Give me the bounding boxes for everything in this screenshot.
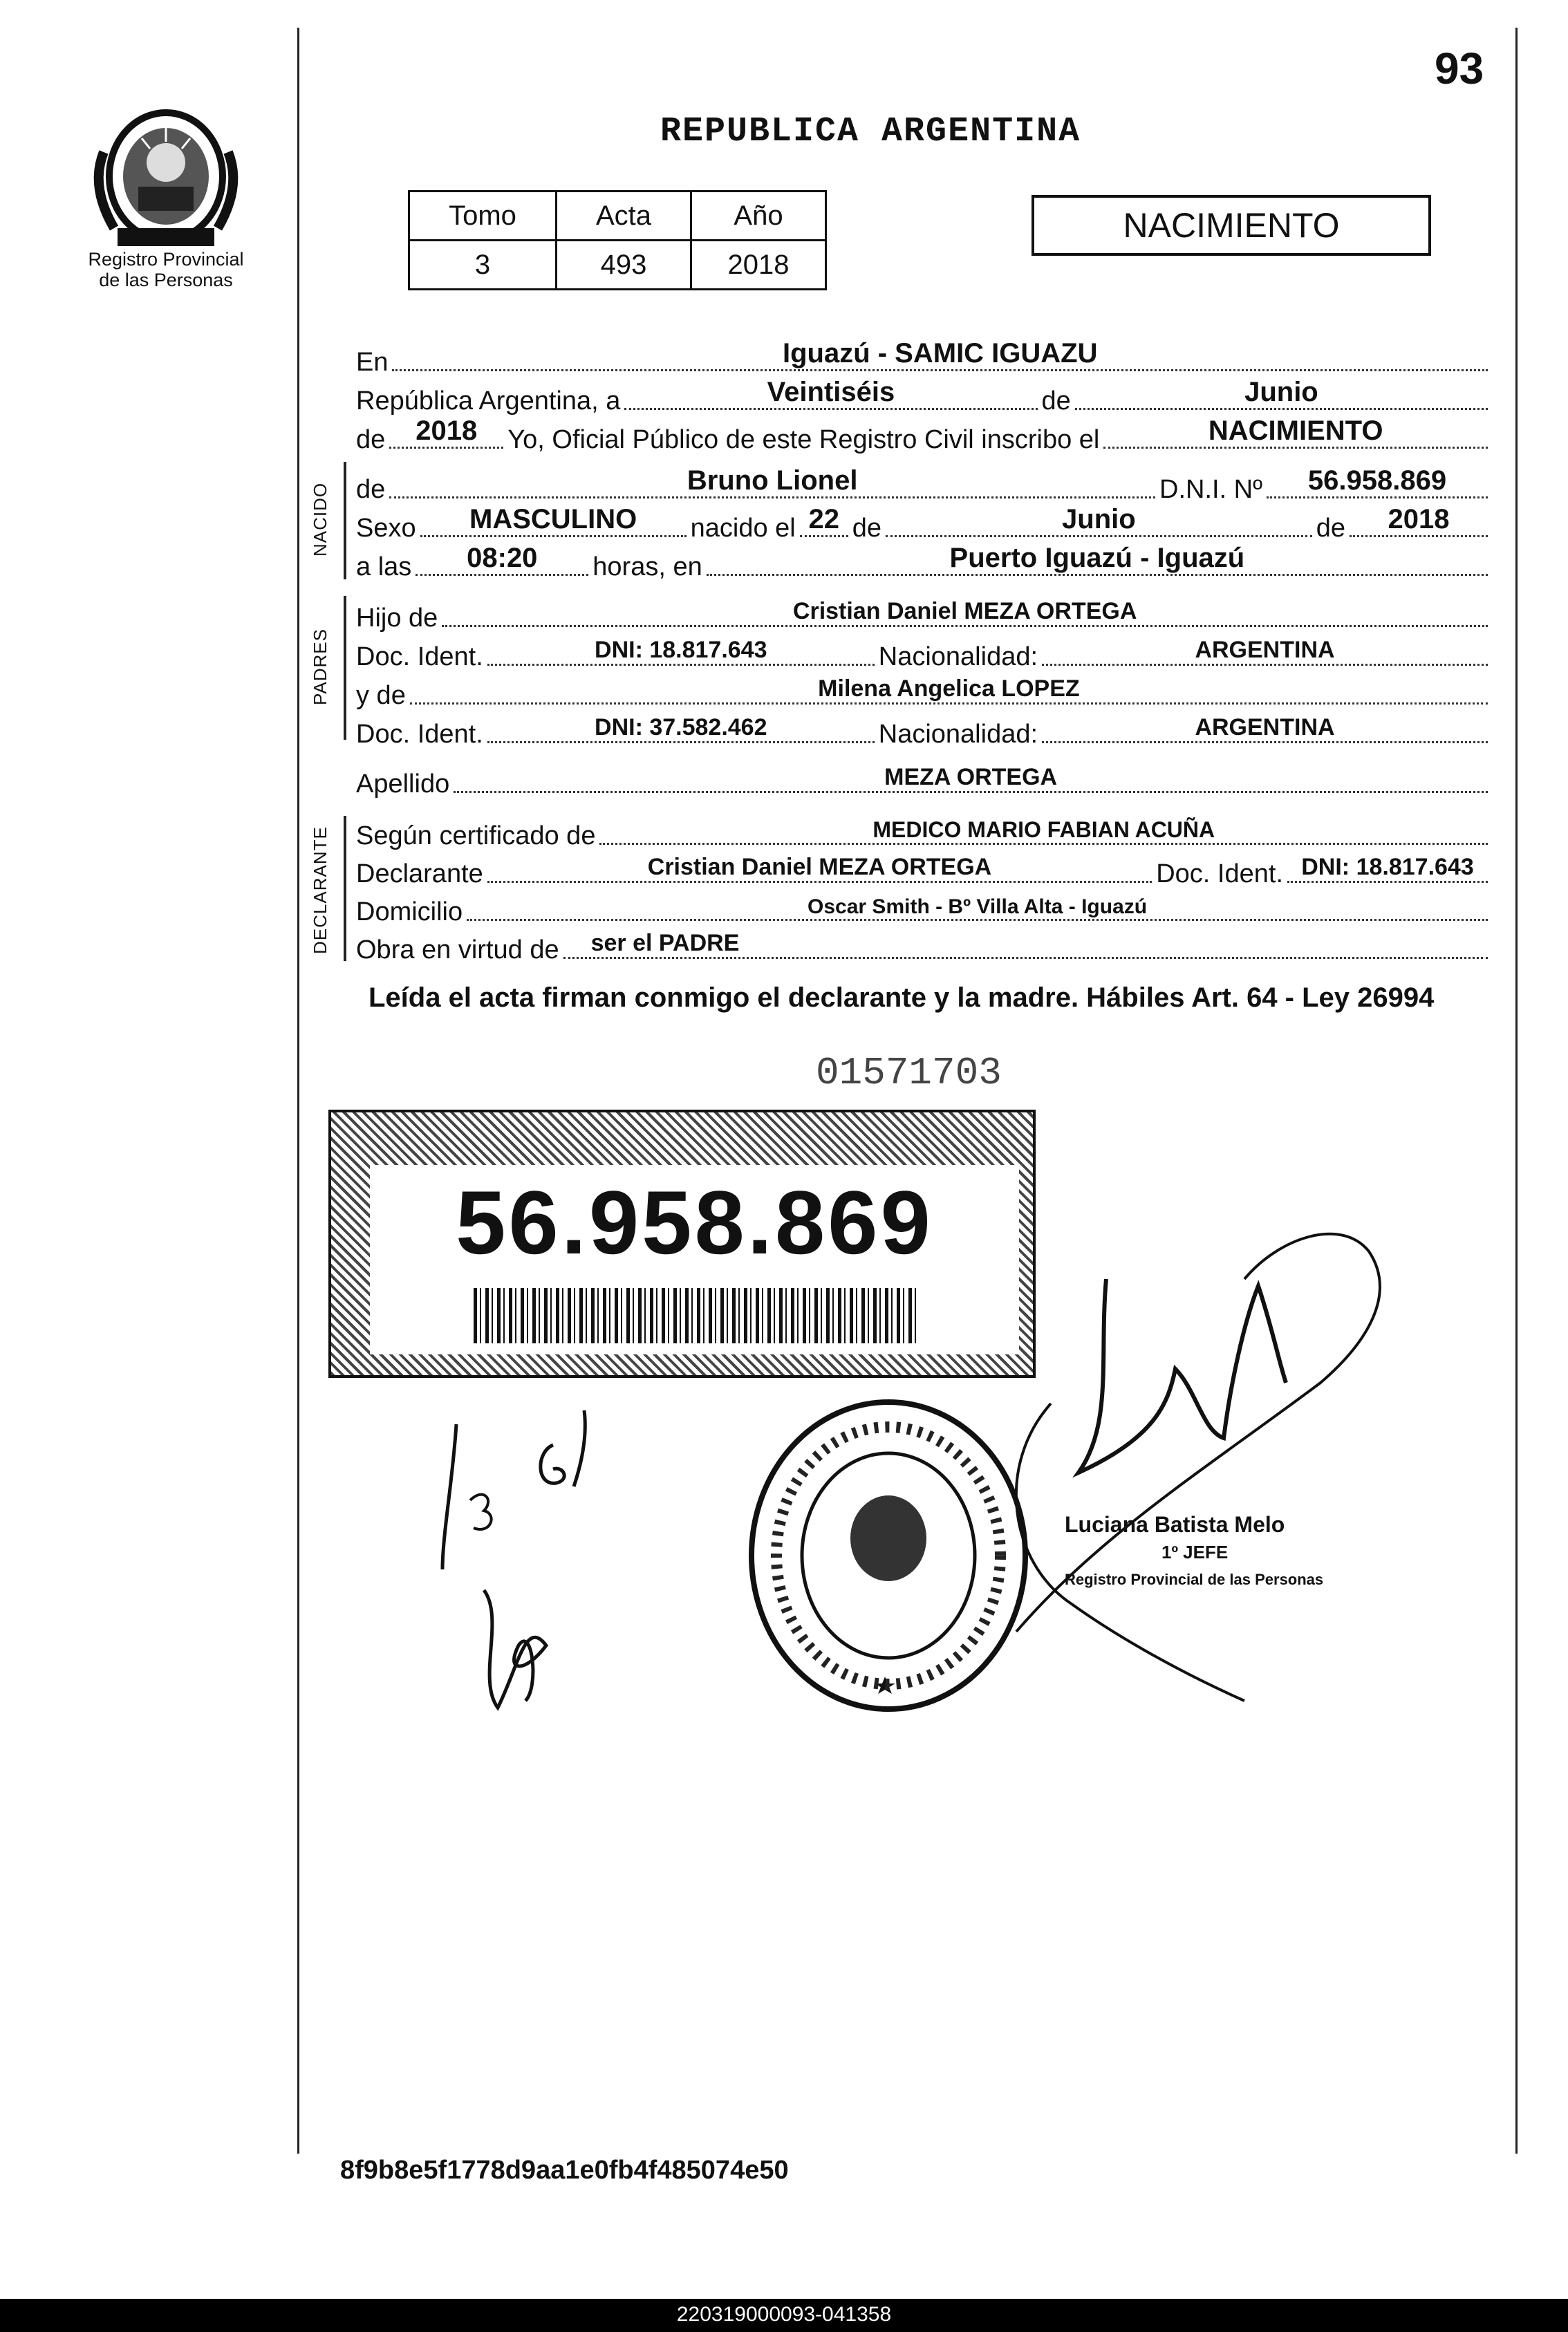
birth-year: 2018 xyxy=(1388,504,1450,534)
dni-label: D.N.I. Nº xyxy=(1159,475,1262,504)
birth-de-label: de xyxy=(852,514,882,543)
ano-header: Año xyxy=(691,192,826,241)
issuer-line-2: de las Personas xyxy=(99,270,233,290)
official-signature xyxy=(996,1175,1424,1728)
document-hash: 8f9b8e5f1778d9aa1e0fb4f485074e50 xyxy=(340,2156,789,2185)
padres-section-label: PADRES xyxy=(310,628,330,705)
day-value: Veintiséis xyxy=(767,377,895,407)
dni-barcode xyxy=(474,1288,916,1343)
domicilio-row xyxy=(356,888,1492,927)
handwritten-date-and-signature xyxy=(415,1397,636,1722)
issuer-caption xyxy=(69,249,263,290)
date-row xyxy=(356,377,1492,416)
certificate-label: Según certificado de xyxy=(356,821,596,850)
year-row xyxy=(356,416,1492,455)
child-dni: 56.958.869 xyxy=(1307,465,1447,496)
province-coat-of-arms-logo xyxy=(83,90,249,256)
apellido-value: MEZA ORTEGA xyxy=(884,764,1058,790)
tomo-header: Tomo xyxy=(409,192,557,241)
apellido-row xyxy=(356,761,1492,799)
father-nationality: ARGENTINA xyxy=(1195,637,1335,663)
place-value: Iguazú - SAMIC IGUAZU xyxy=(782,338,1098,369)
acta-value: 493 xyxy=(557,241,691,290)
father-row xyxy=(356,595,1492,633)
certificate-value: MEDICO MARIO FABIAN ACUÑA xyxy=(872,817,1215,842)
mother-doc-row xyxy=(356,711,1492,749)
birth-time: 08:20 xyxy=(467,543,538,573)
document-title: REPUBLICA ARGENTINA xyxy=(660,112,1081,151)
declarante-doc: DNI: 18.817.643 xyxy=(1301,854,1474,880)
birth-day: 22 xyxy=(808,504,839,534)
place-row xyxy=(356,339,1492,377)
year-value: 2018 xyxy=(416,416,478,446)
certificate-row xyxy=(356,812,1492,851)
child-name: Bruno Lionel xyxy=(687,465,858,496)
padres-section-bar xyxy=(344,596,346,740)
nacido-time-row xyxy=(356,543,1492,582)
obra-label: Obra en virtud de xyxy=(356,935,559,964)
sexo-value: MASCULINO xyxy=(469,504,637,534)
document-type-box: NACIMIENTO xyxy=(1032,195,1431,256)
year-de-label: de xyxy=(356,425,386,454)
father-doc-label: Doc. Ident. xyxy=(356,642,483,671)
nacido-name-row xyxy=(356,466,1492,505)
hijo-label: Hijo de xyxy=(356,604,438,633)
declarante-row xyxy=(356,850,1492,889)
nacido-el-label: nacido el xyxy=(690,514,796,543)
mother-row xyxy=(356,672,1492,711)
birth-month: Junio xyxy=(1062,504,1136,534)
mother-nationality: ARGENTINA xyxy=(1195,714,1335,740)
de-label: de xyxy=(1041,386,1071,416)
dni-label-number: 56.958.869 xyxy=(456,1172,933,1273)
nacido-sex-row xyxy=(356,505,1492,543)
apellido-label: Apellido xyxy=(356,769,450,799)
mother-doc: DNI: 37.582.462 xyxy=(595,714,767,740)
footer-code: 220319000093-041358 xyxy=(676,2303,892,2326)
right-margin-rule xyxy=(1515,28,1518,2154)
official-office: Registro Provincial de las Personas xyxy=(1065,1571,1324,1588)
record-table xyxy=(408,190,827,290)
yde-label: y de xyxy=(356,681,406,710)
registry-stamp xyxy=(743,1393,1034,1718)
nacido-section-label: NACIDO xyxy=(310,482,330,557)
obra-row xyxy=(356,926,1492,965)
official-role: 1º JEFE xyxy=(1161,1542,1229,1563)
alas-label: a las xyxy=(356,552,412,581)
mother-doc-label: Doc. Ident. xyxy=(356,720,483,749)
place-label: En xyxy=(356,348,389,377)
declarante-name: Cristian Daniel MEZA ORTEGA xyxy=(647,854,992,880)
left-margin-rule xyxy=(297,28,299,2154)
declarante-doc-label: Doc. Ident. xyxy=(1156,859,1283,888)
father-doc: DNI: 18.817.643 xyxy=(595,637,767,663)
mother-name: Milena Angelica LOPEZ xyxy=(818,675,1080,702)
acta-header: Acta xyxy=(557,192,691,241)
birth-place: Puerto Iguazú - Iguazú xyxy=(949,543,1245,573)
sexo-label: Sexo xyxy=(356,514,416,543)
declarante-section-bar xyxy=(344,816,346,961)
domicilio-label: Domicilio xyxy=(356,897,463,926)
dni-label-inner xyxy=(370,1165,1019,1354)
father-doc-row xyxy=(356,633,1492,672)
official-signature-block xyxy=(1065,1511,1323,1594)
nacido-de-label: de xyxy=(356,475,386,504)
father-name: Cristian Daniel MEZA ORTEGA xyxy=(792,598,1137,624)
issuer-line-1: Registro Provincial xyxy=(88,249,244,270)
birth-de3-label: de xyxy=(1316,514,1345,543)
country-label: República Argentina, a xyxy=(356,386,621,416)
father-nat-label: Nacionalidad: xyxy=(878,642,1038,671)
official-statement: Yo, Oficial Público de este Registro Civil inscribo el xyxy=(507,425,1100,454)
reading-statement: Leída el acta firman conmigo el declarante y la madre. Hábiles Art. 64 - Ley 26994 xyxy=(368,982,1435,1013)
obra-value: ser el PADRE xyxy=(590,930,740,956)
tomo-value: 3 xyxy=(409,241,557,290)
dni-label-box xyxy=(328,1110,1036,1378)
declarante-section-label: DECLARANTE xyxy=(310,826,330,954)
registration-kind: NACIMIENTO xyxy=(1208,416,1383,446)
horas-label: horas, en xyxy=(592,552,702,581)
nacido-section-bar xyxy=(344,462,346,579)
declarante-label: Declarante xyxy=(356,859,483,888)
page-number: 93 xyxy=(1435,44,1484,93)
serial-number: 01571703 xyxy=(816,1051,1002,1095)
official-name: Luciana Batista Melo xyxy=(1065,1512,1285,1537)
domicilio-value: Oscar Smith - Bº Villa Alta - Iguazú xyxy=(808,895,1148,918)
month-value: Junio xyxy=(1244,377,1318,407)
ano-value: 2018 xyxy=(691,241,826,290)
mother-nat-label: Nacionalidad: xyxy=(878,720,1038,749)
